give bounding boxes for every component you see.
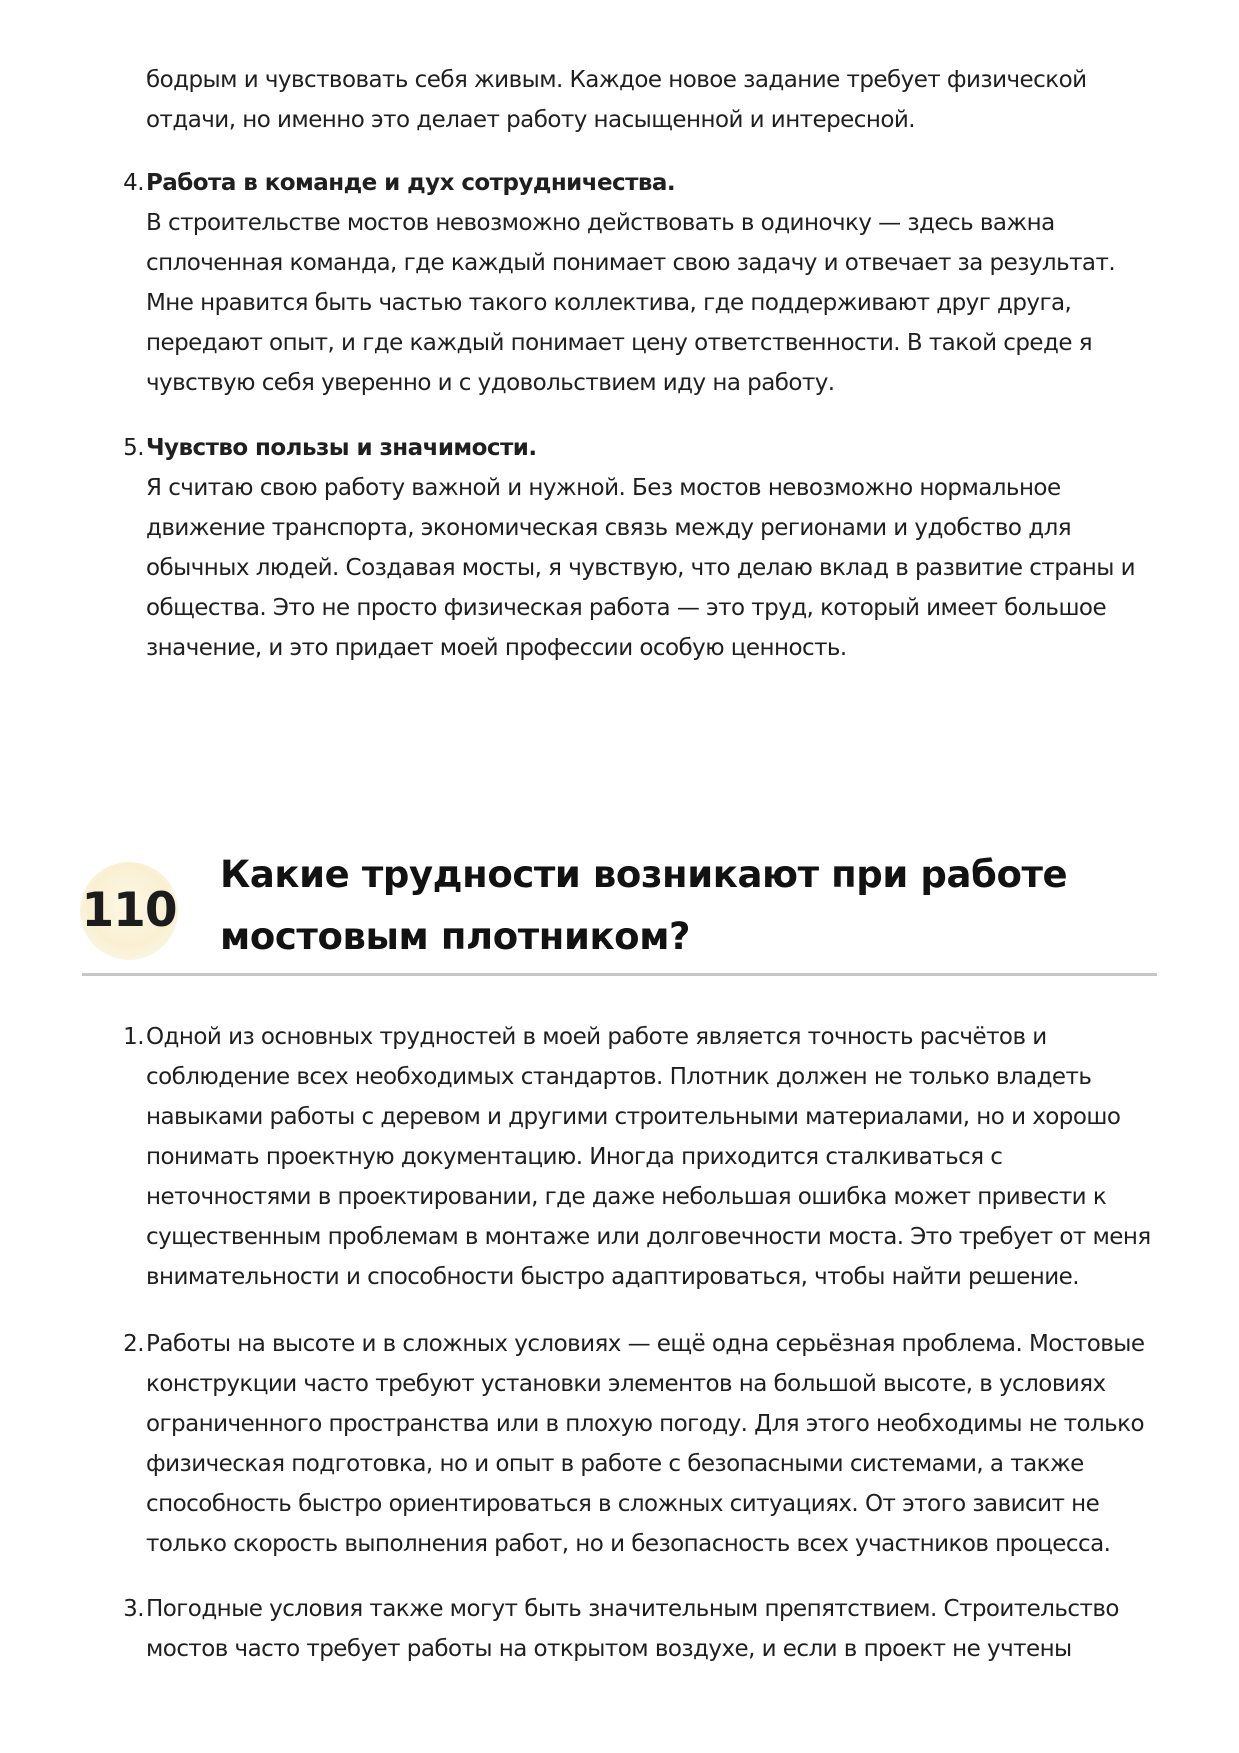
intro-paragraph: бодрым и чувствовать себя живым. Каждое новое задание требует физической отдачи, но именно это делает работу насыщенной и интересной. [146,67,1087,133]
list-item-text: Погодные условия также могут быть значительным препятствием. Строительство мостов часто требует работы на открытом воздухе, и если в проект не учтены [146,1596,1119,1662]
list-number: 3. [123,1596,144,1622]
section-title: Какие трудности возникают при работе мостовым плотником? [220,853,1068,958]
list-item-5 [123,428,1156,668]
list-item-3 [123,1589,1156,1669]
list-item-title: Чувство пользы и значимости. [146,435,537,461]
list-item-title: Работа в команде и дух сотрудничества. [146,170,676,196]
list-number: 4. [123,170,144,196]
list-number: 1. [123,1024,144,1050]
list-item-text: Одной из основных трудностей в моей работе является точность расчётов и соблюдение всех необходимых стандартов. Плотник должен не только владеть навыками работы с деревом и другими строительными материалами, но и хорошо понимать проектную документацию. Иногда приходится сталкиваться с неточностями в проектировании, где даже небольшая ошибка может привести к существенным проблемам в монтаже или долговечности моста. Это требует от меня внимательности и способности быстро адаптироваться, чтобы найти решение. [146,1024,1151,1290]
list-item-1 [123,1017,1156,1297]
list-item-text: Работы на высоте и в сложных условиях — ещё одна серьёзная проблема. Мостовые конструкции часто требуют установки элементов на большой высоте, в условиях ограниченного пространства или в плохую погоду. Для этого необходимы не только физическая подготовка, но и опыт в работе с безопасными системами, а также способность быстро ориентироваться в сложных ситуациях. От этого зависит не только скорость выполнения работ, но и безопасность всех участников процесса. [146,1331,1145,1557]
section-divider [82,973,1157,976]
list-number: 5. [123,435,144,461]
list-item-2 [123,1324,1156,1564]
list-number: 2. [123,1331,144,1357]
list-item-text: Я считаю свою работу важной и нужной. Без мостов невозможно нормальное движение транспорта, экономическая связь между регионами и удобство для обычных людей. Создавая мосты, я чувствую, что делаю вклад в развитие страны и общества. Это не просто физическая работа — это труд, который имеет большое значение, и это придает моей профессии особую ценность. [146,475,1136,661]
list-item-text: В строительстве мостов невозможно действовать в одиночку — здесь важна сплоченная команда, где каждый понимает свою задачу и отвечает за результат. Мне нравится быть частью такого коллектива, где поддерживают друг друга, передают опыт, и где каждый понимает цену ответственности. В такой среде я чувствую себя уверенно и с удовольствием иду на работу. [146,210,1116,396]
list-item-4 [123,163,1156,403]
section-number: 110 [81,883,177,938]
